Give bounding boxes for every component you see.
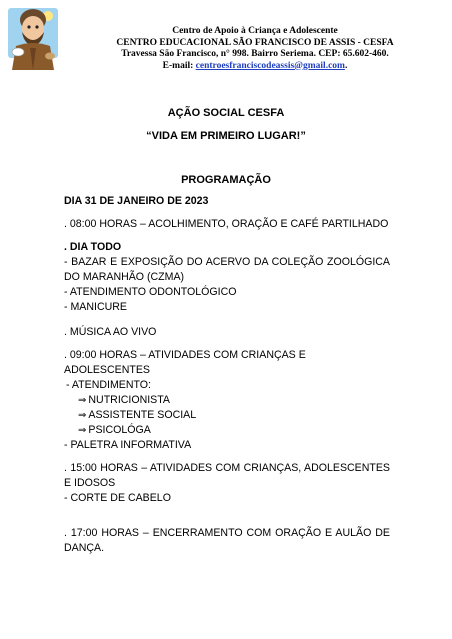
schedule-item-1500 xyxy=(64,461,390,506)
header-address: Travessa São Francisco, n° 998. Bairro Seriema. CEP: 65.602-460. xyxy=(121,49,389,59)
institution-header xyxy=(60,26,450,72)
list-item-bazar: - BAZAR E EXPOSIÇÃO DO ACERVO DA COLEÇÃO ZOOLÓGICA DO MARANHÃO (CZMA) xyxy=(64,256,390,283)
schedule-heading: PROGRAMAÇÃO xyxy=(181,174,271,186)
header-subtitle: Centro de Apoio à Criança e Adolescente xyxy=(172,26,338,36)
all-day-section xyxy=(64,240,390,315)
list-item-services: - ATENDIMENTO: xyxy=(66,379,151,391)
schedule-item-0800: . 08:00 HORAS – ACOLHIMENTO, ORAÇÃO E CAFÉ PARTILHADO xyxy=(64,218,389,230)
schedule-item-0900-heading: . 09:00 HORAS – ATIVIDADES COM CRIANÇAS E ADOLESCENTES xyxy=(64,349,306,376)
service-label: ASSISTENTE SOCIAL xyxy=(88,409,197,421)
arrow-icon: ⇒ xyxy=(78,395,87,406)
arrow-icon: ⇒ xyxy=(78,410,87,421)
schedule-item-0900 xyxy=(64,348,390,453)
schedule-item-1500-heading: . 15:00 HORAS – ATIVIDADES COM CRIANÇAS, ADOLESCENTES E IDOSOS xyxy=(64,462,390,489)
event-date: DIA 31 DE JANEIRO DE 2023 xyxy=(64,195,209,207)
arrow-icon: ⇒ xyxy=(78,425,87,436)
service-nutritionist xyxy=(64,393,390,408)
saint-francis-logo xyxy=(6,6,60,72)
service-label: PSICOLÓGA xyxy=(88,424,151,436)
list-item-lecture: - PALETRA INFORMATIVA xyxy=(64,439,192,451)
email-label: E-mail: xyxy=(162,60,196,71)
all-day-heading: . DIA TODO xyxy=(64,241,122,253)
event-title: AÇÃO SOCIAL CESFA xyxy=(167,107,285,119)
service-psychologist xyxy=(64,423,390,438)
list-item-haircut: - CORTE DE CABELO xyxy=(64,492,171,504)
schedule-item-1700: . 17:00 HORAS – ENCERRAMENTO COM ORAÇÃO E AULÃO DE DANÇA. xyxy=(64,527,390,554)
header-institution-name: CENTRO EDUCACIONAL SÃO FRANCISCO DE ASSIS - CESFA xyxy=(116,37,394,48)
email-suffix: . xyxy=(344,60,348,71)
live-music-item: . MÚSICA AO VIVO xyxy=(64,326,157,338)
list-item-dental: - ATENDIMENTO ODONTOLÓGICO xyxy=(64,286,237,298)
service-social-worker xyxy=(64,408,390,423)
list-item-manicure: - MANICURE xyxy=(64,301,127,313)
header-email-line xyxy=(60,61,450,73)
service-label: NUTRICIONISTA xyxy=(88,394,171,406)
email-link[interactable]: centroesfranciscodeassis@gmail.com xyxy=(195,60,345,71)
event-motto: “VIDA EM PRIMEIRO LUGAR!” xyxy=(146,130,306,142)
